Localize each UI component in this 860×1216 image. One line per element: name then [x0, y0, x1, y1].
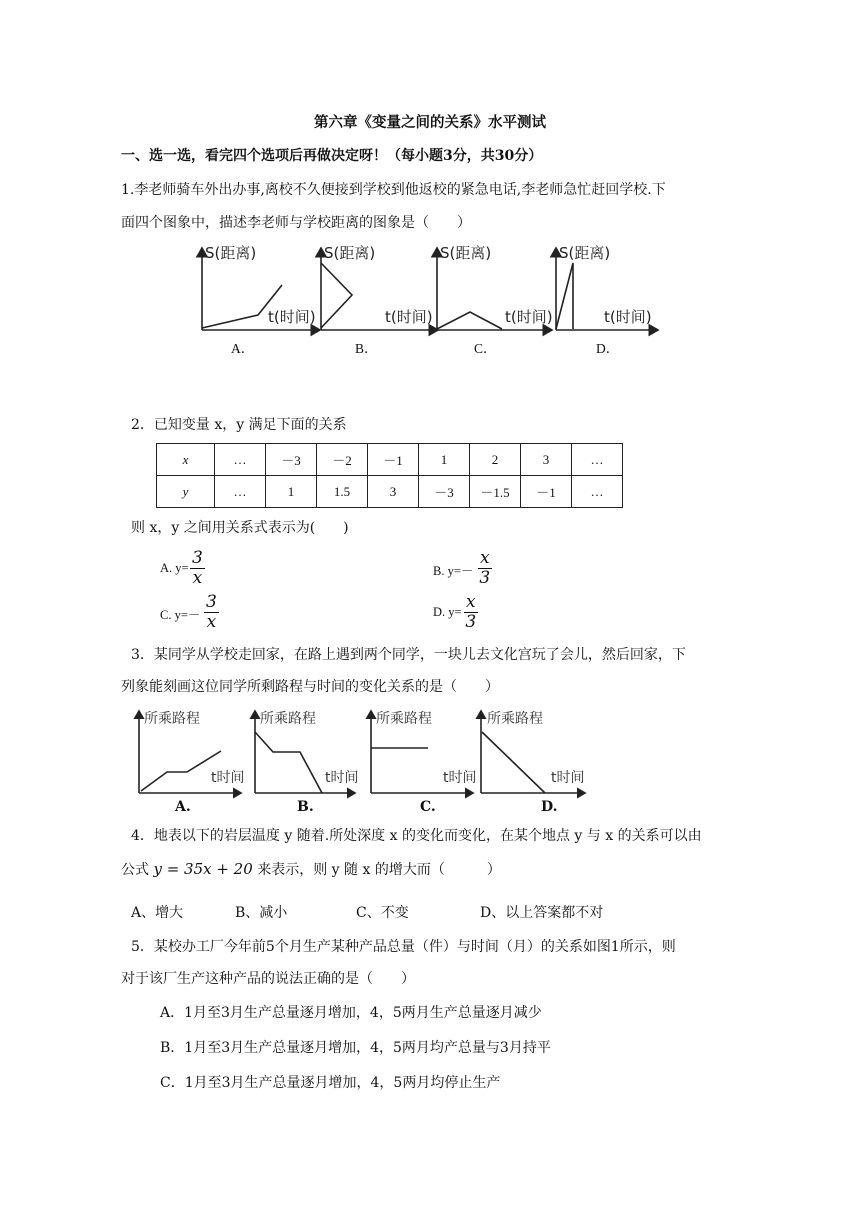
table-cell: … [215, 476, 266, 508]
q4-stem-line2 [121, 859, 501, 880]
q5-option-c: C．1月至3月生产总量逐月增加，4，5两月均停止生产 [160, 1075, 501, 1091]
q4-stem-line1: 4．地表以下的岩层温度 y 随着.所处深度 x 的变化而变化，在某个地点 y 与 x 的关系可以由 [131, 828, 702, 844]
fraction-denominator: x [192, 568, 203, 588]
table-cell: y [157, 476, 215, 508]
q1-b-xlabel: t(时间) [385, 308, 433, 326]
q2-option-d-prefix: D. y= [433, 605, 462, 619]
q2-option-a-prefix: A. y= [160, 561, 189, 575]
q2-option-d-fraction [464, 593, 478, 632]
q3-graph-c [371, 711, 477, 793]
q1-option-a: A． [231, 341, 255, 356]
q3-c-xlabel: t时间 [443, 770, 477, 786]
q3-b-ylabel: 所乘路程 [260, 711, 316, 727]
table-cell: x [157, 444, 215, 476]
q4-option-b: B、减小 [235, 905, 288, 921]
q2-question: 则 x，y 之间用关系式表示为( ) [131, 520, 349, 536]
q3-option-b: B. [297, 799, 314, 815]
q2-value-table [156, 443, 623, 508]
q1-b-ylabel: S(距离) [324, 244, 376, 262]
table-cell: 1.5 [317, 476, 368, 508]
q3-option-a: A. [175, 799, 191, 815]
q2-option-c-fraction [204, 593, 219, 632]
q1-graph-c [437, 244, 553, 330]
q3-c-ylabel: 所乘路程 [376, 711, 432, 727]
table-cell: 2 [470, 444, 521, 476]
q2-option-b-prefix: B. y=－ [433, 564, 474, 578]
fraction-denominator: x [206, 612, 217, 632]
q4-formula: y = 35x + 20 [153, 860, 253, 878]
q5-option-b: B．1月至3月生产总量逐月增加，4，5两月均产总量与3月持平 [160, 1040, 551, 1056]
q5-stem-line2: 对于该厂生产这种产品的说法正确的是（ ） [121, 971, 415, 987]
table-cell: －1 [521, 476, 572, 508]
q1-graph-b [321, 244, 438, 330]
q1-a-ylabel: S(距离) [205, 244, 257, 262]
q1-stem-line1: 1.李老师骑车外出办事,离校不久便接到学校到他返校的紧急电话,李老师急忙赶回学校.下 [121, 182, 666, 198]
page-title: 第六章《变量之间的关系》水平测试 [314, 114, 546, 131]
table-cell: 1 [266, 476, 317, 508]
table-cell: … [572, 444, 623, 476]
fraction-numerator: 3 [192, 548, 203, 568]
q1-option-b: B． [355, 341, 378, 356]
fraction-numerator: x [466, 592, 476, 612]
table-cell: －2 [317, 444, 368, 476]
q3-graph-a [139, 711, 245, 793]
q4-option-d: D、以上答案都不对 [480, 905, 604, 921]
q1-c-ylabel: S(距离) [440, 244, 492, 262]
q3-graphs [125, 706, 595, 806]
q3-stem-line2: 列象能刻画这位同学所剩路程与时间的变化关系的是（ ） [121, 679, 499, 695]
q2-option-b-fraction [478, 549, 492, 588]
q1-d-xlabel: t(时间) [604, 308, 652, 326]
q2-option-a-fraction [190, 549, 205, 588]
table-cell: －1.5 [470, 476, 521, 508]
table-cell: 3 [368, 476, 419, 508]
q1-option-d: D． [596, 341, 620, 356]
q3-a-xlabel: t时间 [211, 770, 245, 786]
q3-a-ylabel: 所乘路程 [144, 711, 200, 727]
q4-option-a: A、增大 [131, 905, 184, 921]
q1-d-ylabel: S(距离) [559, 244, 611, 262]
q3-stem-line1: 3．某同学从学校走回家，在路上遇到两个同学，一块儿去文化宫玩了会儿，然后回家，下 [131, 647, 686, 663]
q1-graph-d [556, 244, 658, 330]
q3-option-d: D. [541, 799, 558, 815]
table-cell: －3 [419, 476, 470, 508]
q4-line2-prefix: 公式 [121, 862, 154, 878]
section-heading: 一、选一选，看完四个选项后再做决定呀！（每小题3分，共30分） [121, 148, 543, 164]
q3-graph-d [481, 711, 585, 793]
table-cell: … [572, 476, 623, 508]
q1-option-c: C． [474, 341, 497, 356]
q3-d-xlabel: t时间 [551, 770, 585, 786]
q4-option-c: C、不变 [356, 905, 409, 921]
q3-b-xlabel: t时间 [325, 770, 359, 786]
fraction-numerator: 3 [206, 592, 217, 612]
fraction-numerator: x [480, 548, 490, 568]
q3-d-ylabel: 所乘路程 [487, 711, 543, 727]
q1-stem-line2: 面四个图象中，描述李老师与学校距离的图象是（ ） [121, 215, 471, 231]
fraction-denominator: 3 [465, 612, 477, 632]
table-row [157, 476, 623, 508]
q1-a-xlabel: t(时间) [268, 308, 316, 326]
table-cell: 1 [419, 444, 470, 476]
q5-option-a: A．1月至3月生产总量逐月增加，4，5两月生产总量逐月减少 [160, 1005, 542, 1021]
table-cell: … [215, 444, 266, 476]
q2-stem: 2．已知变量 x，y 满足下面的关系 [131, 417, 347, 433]
q2-option-c-prefix: C. y=－ [160, 608, 201, 622]
table-cell: 3 [521, 444, 572, 476]
q4-line2-suffix: 来表示，则 y 随 x 的增大而（ ） [252, 862, 501, 878]
q1-graph-a [202, 244, 320, 330]
q1-c-xlabel: t(时间) [505, 308, 553, 326]
table-row [157, 444, 623, 476]
fraction-denominator: 3 [479, 568, 491, 588]
table-cell: －3 [266, 444, 317, 476]
table-cell: －1 [368, 444, 419, 476]
q5-stem-line1: 5．某校办工厂今年前5个月生产某种产品总量（件）与时间（月）的关系如图1所示，则 [131, 939, 676, 955]
q3-graph-b [255, 711, 359, 793]
q3-option-c: C. [420, 799, 436, 815]
